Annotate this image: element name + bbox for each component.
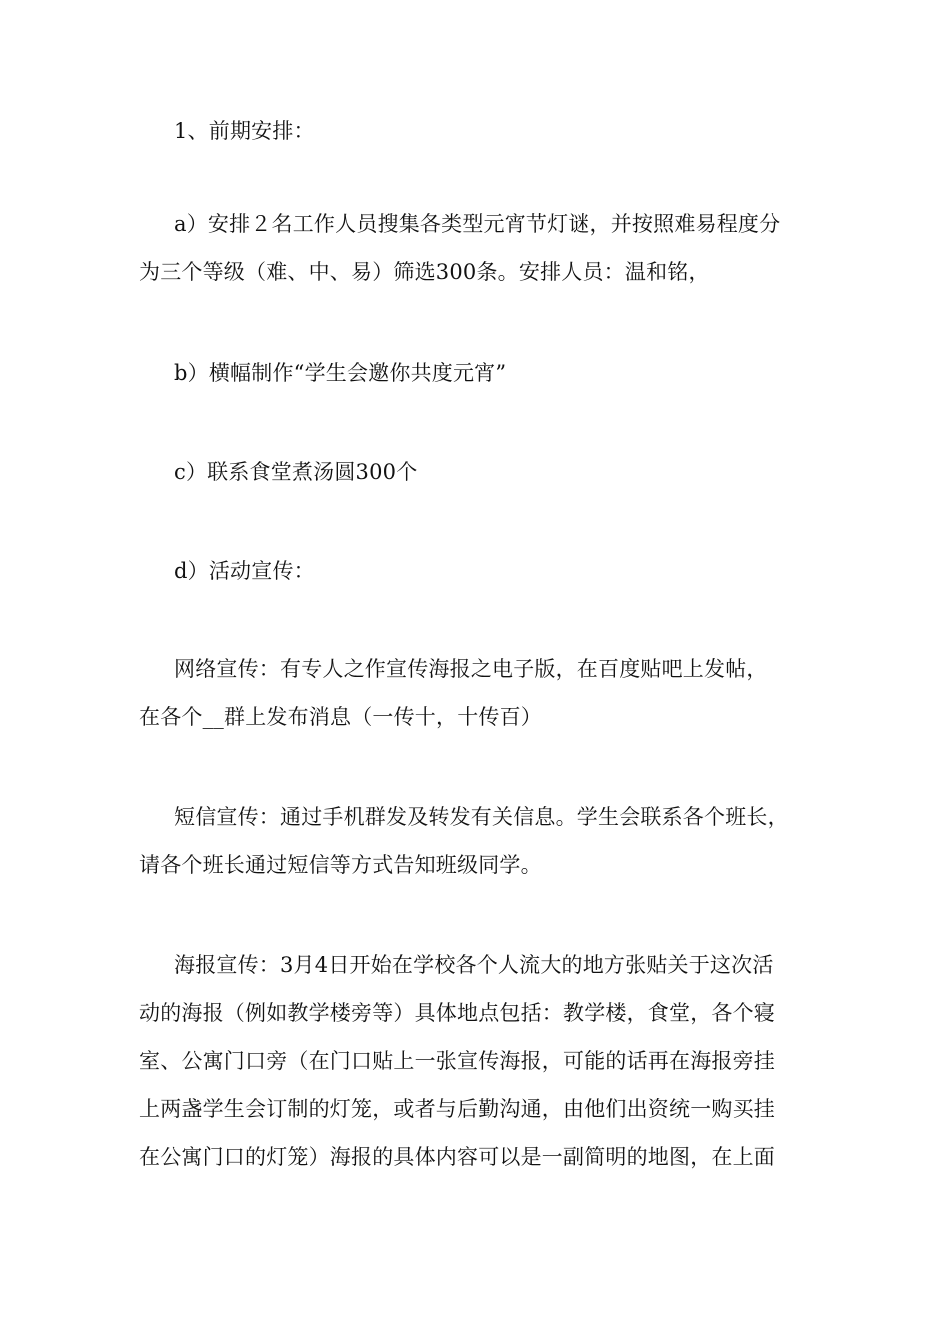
paragraph-sms-promotion: [139, 793, 811, 889]
text-line: 动的海报（例如教学楼旁等）具体地点包括：教学楼，食堂，各个寝: [139, 1001, 775, 1025]
paragraph-online-promotion: [139, 645, 811, 741]
text-line: 室、公寓门口旁（在门口贴上一张宣传海报，可能的话再在海报旁挂: [139, 1049, 775, 1073]
text-line: 网络宣传：有专人之作宣传海报之电子版，在百度贴吧上发帖，: [174, 657, 768, 681]
paragraph-preliminary-arrangement: [139, 107, 811, 155]
text-line: 短信宣传：通过手机群发及转发有关信息。学生会联系各个班长，: [174, 805, 789, 829]
paragraph-item-a: [139, 200, 811, 296]
paragraph-item-c: [139, 448, 811, 496]
text-line: 在公寓门口的灯笼）海报的具体内容可以是一副简明的地图，在上面: [139, 1145, 775, 1169]
text-line: 上两盏学生会订制的灯笼，或者与后勤沟通，由他们出资统一购买挂: [139, 1097, 775, 1121]
text-line: 请各个班长通过短信等方式告知班级同学。: [139, 853, 542, 877]
text-line: 1、前期安排：: [174, 119, 315, 143]
text-line: a）安排２名工作人员搜集各类型元宵节灯谜，并按照难易程度分: [174, 212, 781, 236]
paragraph-item-d: [139, 547, 811, 595]
paragraph-poster-promotion: [139, 941, 811, 1181]
text-line: d）活动宣传：: [174, 559, 315, 583]
text-line: b）横幅制作“学生会邀你共度元宵”: [174, 361, 507, 385]
text-line: 海报宣传：3月4日开始在学校各个人流大的地方张贴关于这次活: [174, 953, 774, 977]
text-line: c）联系食堂煮汤圆300个: [174, 460, 418, 484]
text-line: 为三个等级（难、中、易）筛选300条。安排人员：温和铭，: [139, 260, 710, 284]
text-line: 在各个__群上发布消息（一传十，十传百）: [139, 705, 542, 729]
paragraph-item-b: [139, 349, 811, 397]
